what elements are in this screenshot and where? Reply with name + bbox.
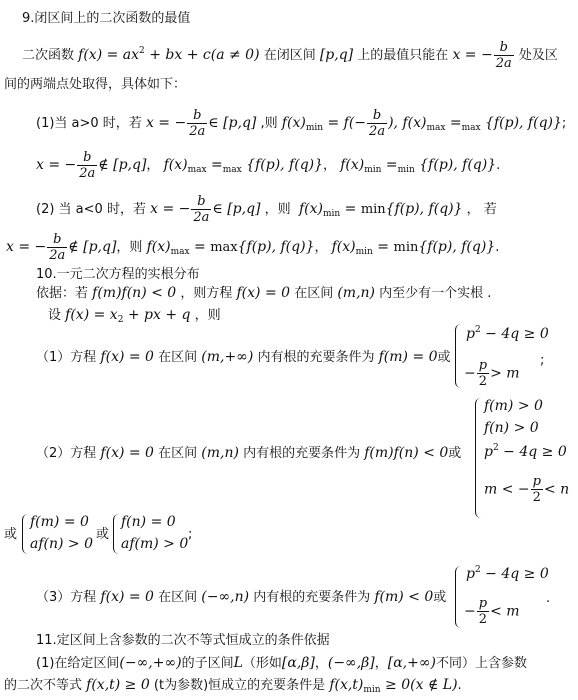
condition-2-row4: m < − $\frac{p}{2}$ < n	[484, 474, 570, 505]
section-11-line1: (1)在给定区间(−∞,+∞)的子区间L（形如[α,β]，(−∞,β]，[α,+∞)不同）上含参数	[36, 655, 527, 671]
condition-2-line: （2）方程 f(x) = 0 在区间 (m,n) 内有根的充要条件为 f(m)f(n) < 0或	[36, 445, 462, 461]
section-9-title: 9.闭区间上的二次函数的最值	[22, 11, 191, 26]
condition-2-row3: $p^2 - 4q \ge 0$	[484, 443, 567, 460]
condition-1-line: （1）方程 f(x) = 0 在区间 (m,+∞) 内有根的充要条件为 f(m) = 0或	[36, 349, 451, 365]
case-2-else-line: x = − $\frac{b}{2a}$ ∉ [p,q]，则 $f(x)_{max} = \max\{f(p)$, f(q)}， $f(x)_{min} = \min\{f(p)$, f(q)}.	[6, 232, 500, 263]
section-9-line2: 间的两端点处取得，具体如下：	[4, 77, 187, 92]
condition-2-row1: f(m) > 0	[484, 398, 543, 414]
condition-1-row1: $p^2 - 4q \ge 0$	[466, 325, 549, 342]
section-10-title: 10.一元二次方程的实根分布	[36, 267, 200, 282]
condition-2-alt: 或	[4, 527, 18, 542]
section-11-title: 11.定区间上含参数的二次不等式恒成立的条件依据	[36, 633, 330, 648]
vertex-fraction: $\frac{b}{2a}$	[495, 40, 512, 71]
section-11-line2: 的二次不等式 f(x,t) ≥ 0 (t为参数)恒成立的充要条件是 $f(x,t)_{min} \ge 0(x$ ∉ L).	[4, 677, 462, 695]
section-9-intro: 二次函数 $f(x) = ax^2$ + bx + c(a ≠ 0) 在闭区间 [p,q] 上的最值只能在 x = − $\frac{b}{2a}$ 处及区	[22, 40, 558, 71]
section-10-basis: 依据：若 f(m)f(n) < 0 ，则方程 f(x) = 0 在区间 (m,n) 内至少有一个实根 .	[36, 285, 492, 301]
condition-3-line: （3）方程 f(x) = 0 在区间 (−∞,n) 内有根的充要条件为 f(m) < 0或	[36, 589, 447, 605]
quadratic-formula: $f(x) = ax^2$ + bx + c(a ≠ 0)	[78, 46, 260, 63]
section-10-let: 设 $f(x) = x_2$ + px + q ，则	[48, 307, 221, 325]
condition-2-row2: f(n) > 0	[484, 420, 539, 436]
condition-3-row1: $p^2 - 4q \ge 0$	[466, 565, 549, 582]
case-1-line: (1)当 a>0 时，若 x = − $\frac{b}{2a}$ ∈ [p,q] ,则 $f(x)_{min} = f(-$ $\frac{b}{2a}$ ), $f(x)_{max} =_{max}$ {f(p), f(q)};	[36, 108, 567, 139]
condition-2-brace	[475, 398, 482, 518]
condition-3-row2: − $\frac{p}{2}$ < m	[464, 596, 520, 627]
case-1-else-line: x = − $\frac{b}{2a}$ ∉ [p,q]， $f(x)_{max} =_{max}$ {f(p), f(q)}， $f(x)_{min} =_{min}$ {f(p), f(q)}.	[36, 150, 501, 181]
condition-1-row2: − $\frac{p}{2}$ > m	[464, 358, 520, 389]
condition-1-brace	[455, 324, 462, 388]
case-2-line: (2) 当 a<0 时，若 x = − $\frac{b}{2a}$ ∈ [p,q] ，则 $f(x)_{min} = \min\{f(p)$, f(q)} ， 若	[36, 194, 497, 225]
condition-3-brace	[455, 566, 462, 628]
